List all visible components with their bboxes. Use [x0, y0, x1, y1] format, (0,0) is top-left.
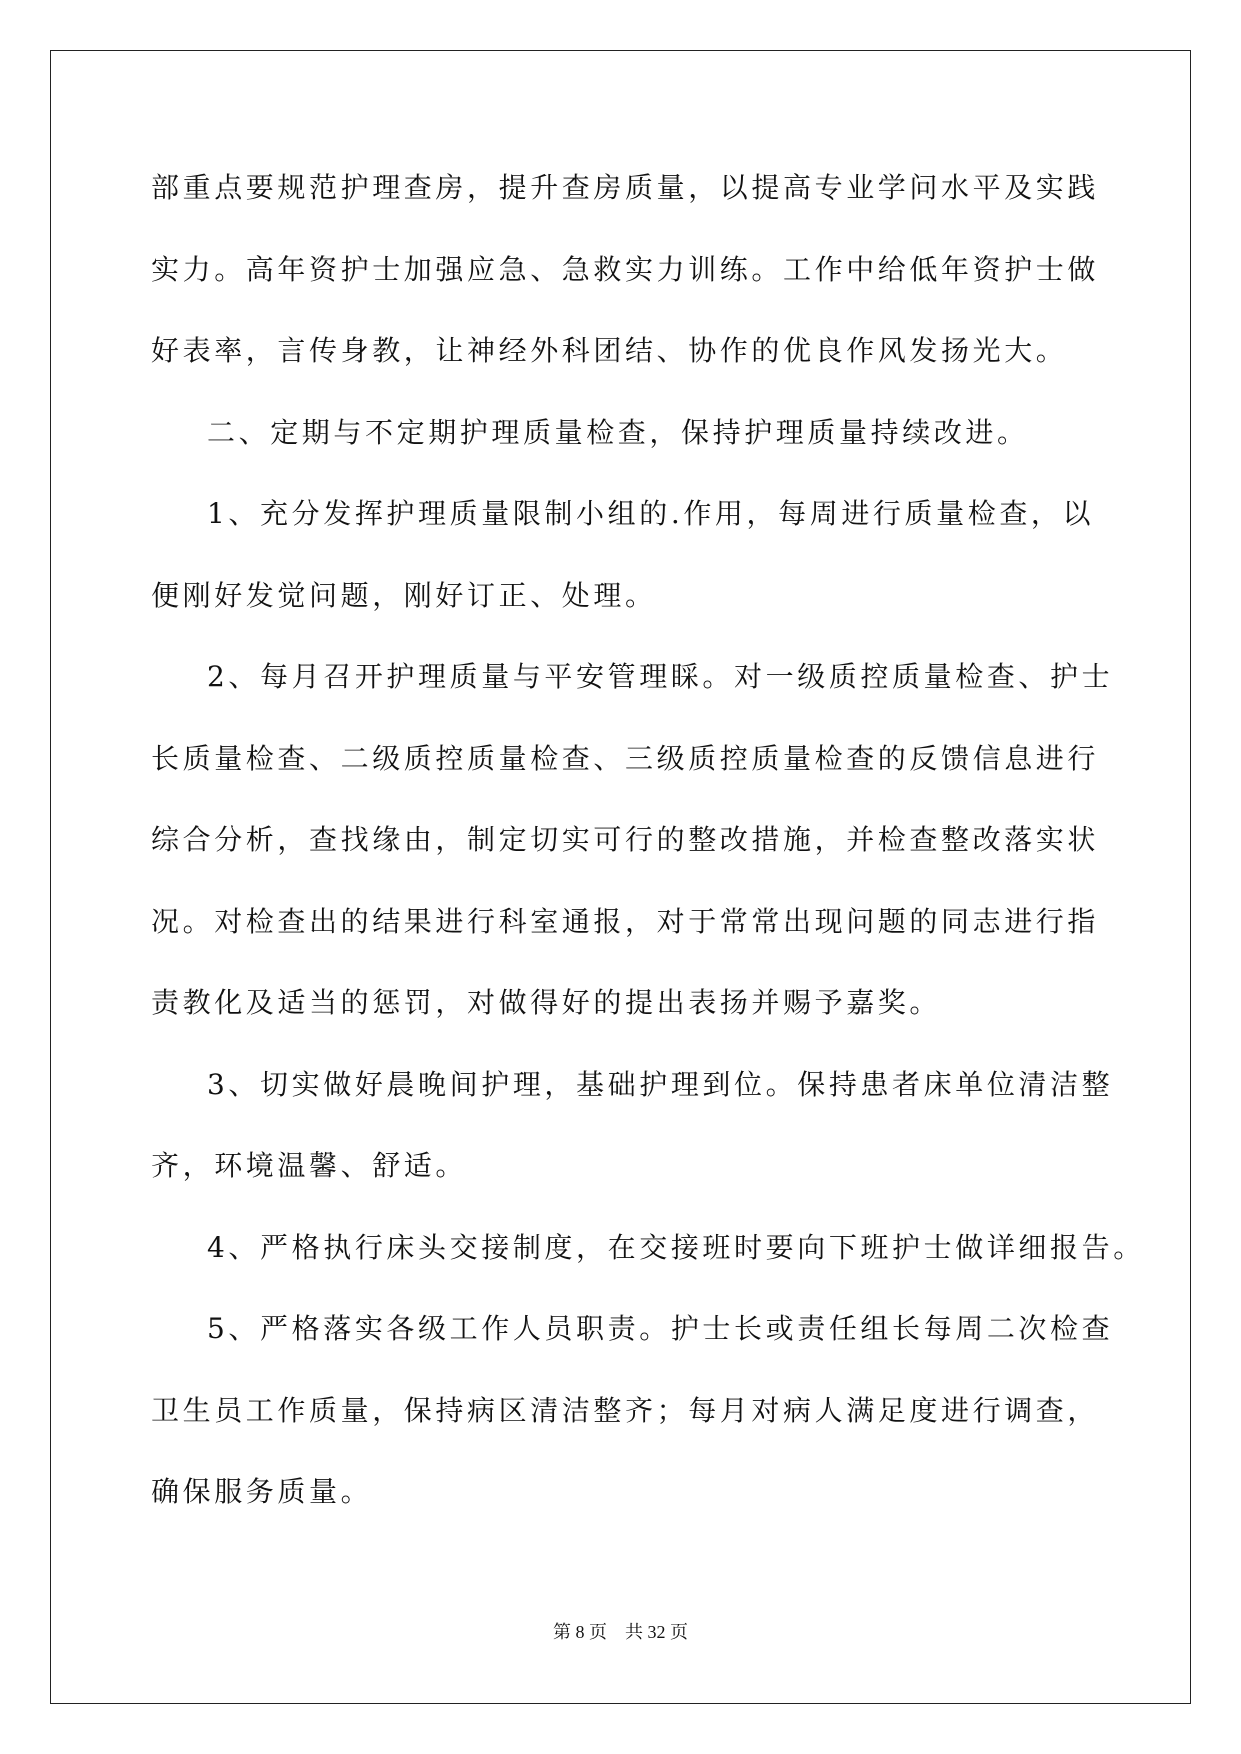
- text-line: 齐，环境温馨、舒适。: [151, 1149, 468, 1182]
- text-line: 综合分析，查找缘由，制定切实可行的整改措施，并检查整改落实状: [151, 823, 1100, 856]
- page-number: 第 8 页 共 32 页: [553, 1622, 688, 1642]
- text-line: 5、严格落实各级工作人员职责。护士长或责任组长每周二次检查: [207, 1312, 1114, 1345]
- text-line: 长质量检查、二级质控质量检查、三级质控质量检查的反馈信息进行: [151, 741, 1100, 775]
- text-line: 便刚好发觉问题，刚好订正、处理。: [151, 578, 657, 612]
- text-line: 2、每月召开护理质量与平安管理睬。对一级质控质量检查、护士: [207, 660, 1114, 693]
- section-heading: 二、定期与不定期护理质量检查，保持护理质量持续改进。: [207, 415, 1029, 449]
- text-line: 况。对检查出的结果进行科室通报，对于常常出现问题的同志进行指: [151, 904, 1100, 938]
- text-line: 责教化及适当的惩罚，对做得好的提出表扬并赐予嘉奖。: [151, 986, 942, 1019]
- text-line: 4、严格执行床头交接制度，在交接班时要向下班护士做详细报告。: [207, 1230, 1145, 1264]
- text-line: 卫生员工作质量，保持病区清洁整齐；每月对病人满足度进行调查，: [151, 1393, 1100, 1427]
- text-line: 1、充分发挥护理质量限制小组的.作用，每周进行质量检查，以: [207, 497, 1095, 530]
- document-body: [151, 158, 1145, 1544]
- text-line: 3、切实做好晨晚间护理，基础护理到位。保持患者床单位清洁整: [207, 1067, 1114, 1101]
- text-line: 实力。高年资护士加强应急、急救实力训练。工作中给低年资护士做: [151, 252, 1100, 286]
- text-line: 好表率，言传身教，让神经外科团结、协作的优良作风发扬光大。: [151, 334, 1068, 367]
- text-line: 确保服务质量。: [151, 1475, 373, 1508]
- text-line: 部重点要规范护理查房，提升查房质量，以提高专业学问水平及实践: [151, 171, 1100, 204]
